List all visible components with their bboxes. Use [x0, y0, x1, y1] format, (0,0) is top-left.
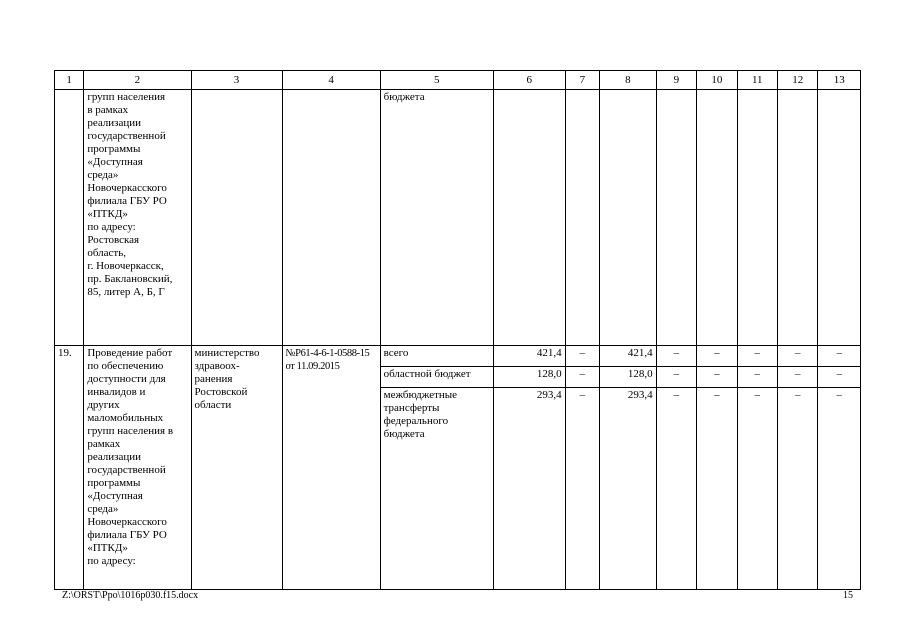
col-header-10: 10: [697, 71, 737, 90]
value-col12: –: [777, 388, 817, 590]
cont-cell-8: [600, 90, 657, 346]
value-col6: 293,4: [493, 388, 565, 590]
cont-cell-3: [191, 90, 282, 346]
file-path: Z:\ORST\Ppo\1016p030.f15.docx: [62, 590, 199, 601]
value-col11: –: [737, 388, 777, 590]
value-col8: 421,4: [600, 346, 657, 367]
col-header-8: 8: [600, 71, 657, 90]
col-header-5: 5: [380, 71, 493, 90]
page-number: 15: [843, 590, 853, 601]
value-col9: –: [656, 367, 696, 388]
value-col6: 421,4: [493, 346, 565, 367]
table-row-19-total: [55, 346, 861, 367]
cont-cell-7: [565, 90, 599, 346]
col-header-11: 11: [737, 71, 777, 90]
value-col8: 293,4: [600, 388, 657, 590]
cont-cell-4: [282, 90, 380, 346]
col-header-12: 12: [777, 71, 817, 90]
row-number: 19.: [55, 346, 84, 590]
col-header-4: 4: [282, 71, 380, 90]
col-header-7: 7: [565, 71, 599, 90]
source-label: всего: [380, 346, 493, 367]
cont-cell-1: [55, 90, 84, 346]
value-col9: –: [656, 388, 696, 590]
row-ministry: министерство здравоох- ранения Ростовской области: [191, 346, 282, 590]
cont-cell-10: [697, 90, 737, 346]
cont-cell-9: [656, 90, 696, 346]
row-contract: №Р61-4-6-1-0588-15 от 11.09.2015: [282, 346, 380, 590]
cont-source-text: бюджета: [380, 90, 493, 346]
col-header-2: 2: [84, 71, 191, 90]
cont-cell-11: [737, 90, 777, 346]
value-col13: –: [818, 346, 861, 367]
value-col10: –: [697, 367, 737, 388]
cont-cell-13: [818, 90, 861, 346]
value-col7: –: [565, 346, 599, 367]
budget-table: [54, 70, 861, 590]
value-col6: 128,0: [493, 367, 565, 388]
cont-cell-12: [777, 90, 817, 346]
value-col12: –: [777, 367, 817, 388]
cont-name-text: групп населения в рамках реализации государственной программы «Доступная среда» Новочеркасского филиала ГБУ РО «ПТКД» по адресу: Ростовская область, г. Новочеркасск, пр. Баклановский, 85, литер А, Б, Г: [84, 90, 191, 346]
value-col12: –: [777, 346, 817, 367]
column-number-row: [55, 71, 861, 90]
value-col9: –: [656, 346, 696, 367]
source-label: межбюджетные трансферты федерального бюджета: [380, 388, 493, 590]
col-header-9: 9: [656, 71, 696, 90]
col-header-1: 1: [55, 71, 84, 90]
col-header-3: 3: [191, 71, 282, 90]
value-col13: –: [818, 367, 861, 388]
value-col10: –: [697, 346, 737, 367]
value-col8: 128,0: [600, 367, 657, 388]
cont-cell-6: [493, 90, 565, 346]
continuation-row: [55, 90, 861, 346]
value-col11: –: [737, 367, 777, 388]
col-header-13: 13: [818, 71, 861, 90]
row-name: Проведение работ по обеспечению доступности для инвалидов и других маломобильных групп населения в рамках реализации государственной программы «Доступная среда» Новочеркасского филиала ГБУ РО «ПТКД» по адресу:: [84, 346, 191, 590]
value-col13: –: [818, 388, 861, 590]
source-label: областной бюджет: [380, 367, 493, 388]
value-col10: –: [697, 388, 737, 590]
value-col7: –: [565, 367, 599, 388]
col-header-6: 6: [493, 71, 565, 90]
value-col7: –: [565, 388, 599, 590]
value-col11: –: [737, 346, 777, 367]
